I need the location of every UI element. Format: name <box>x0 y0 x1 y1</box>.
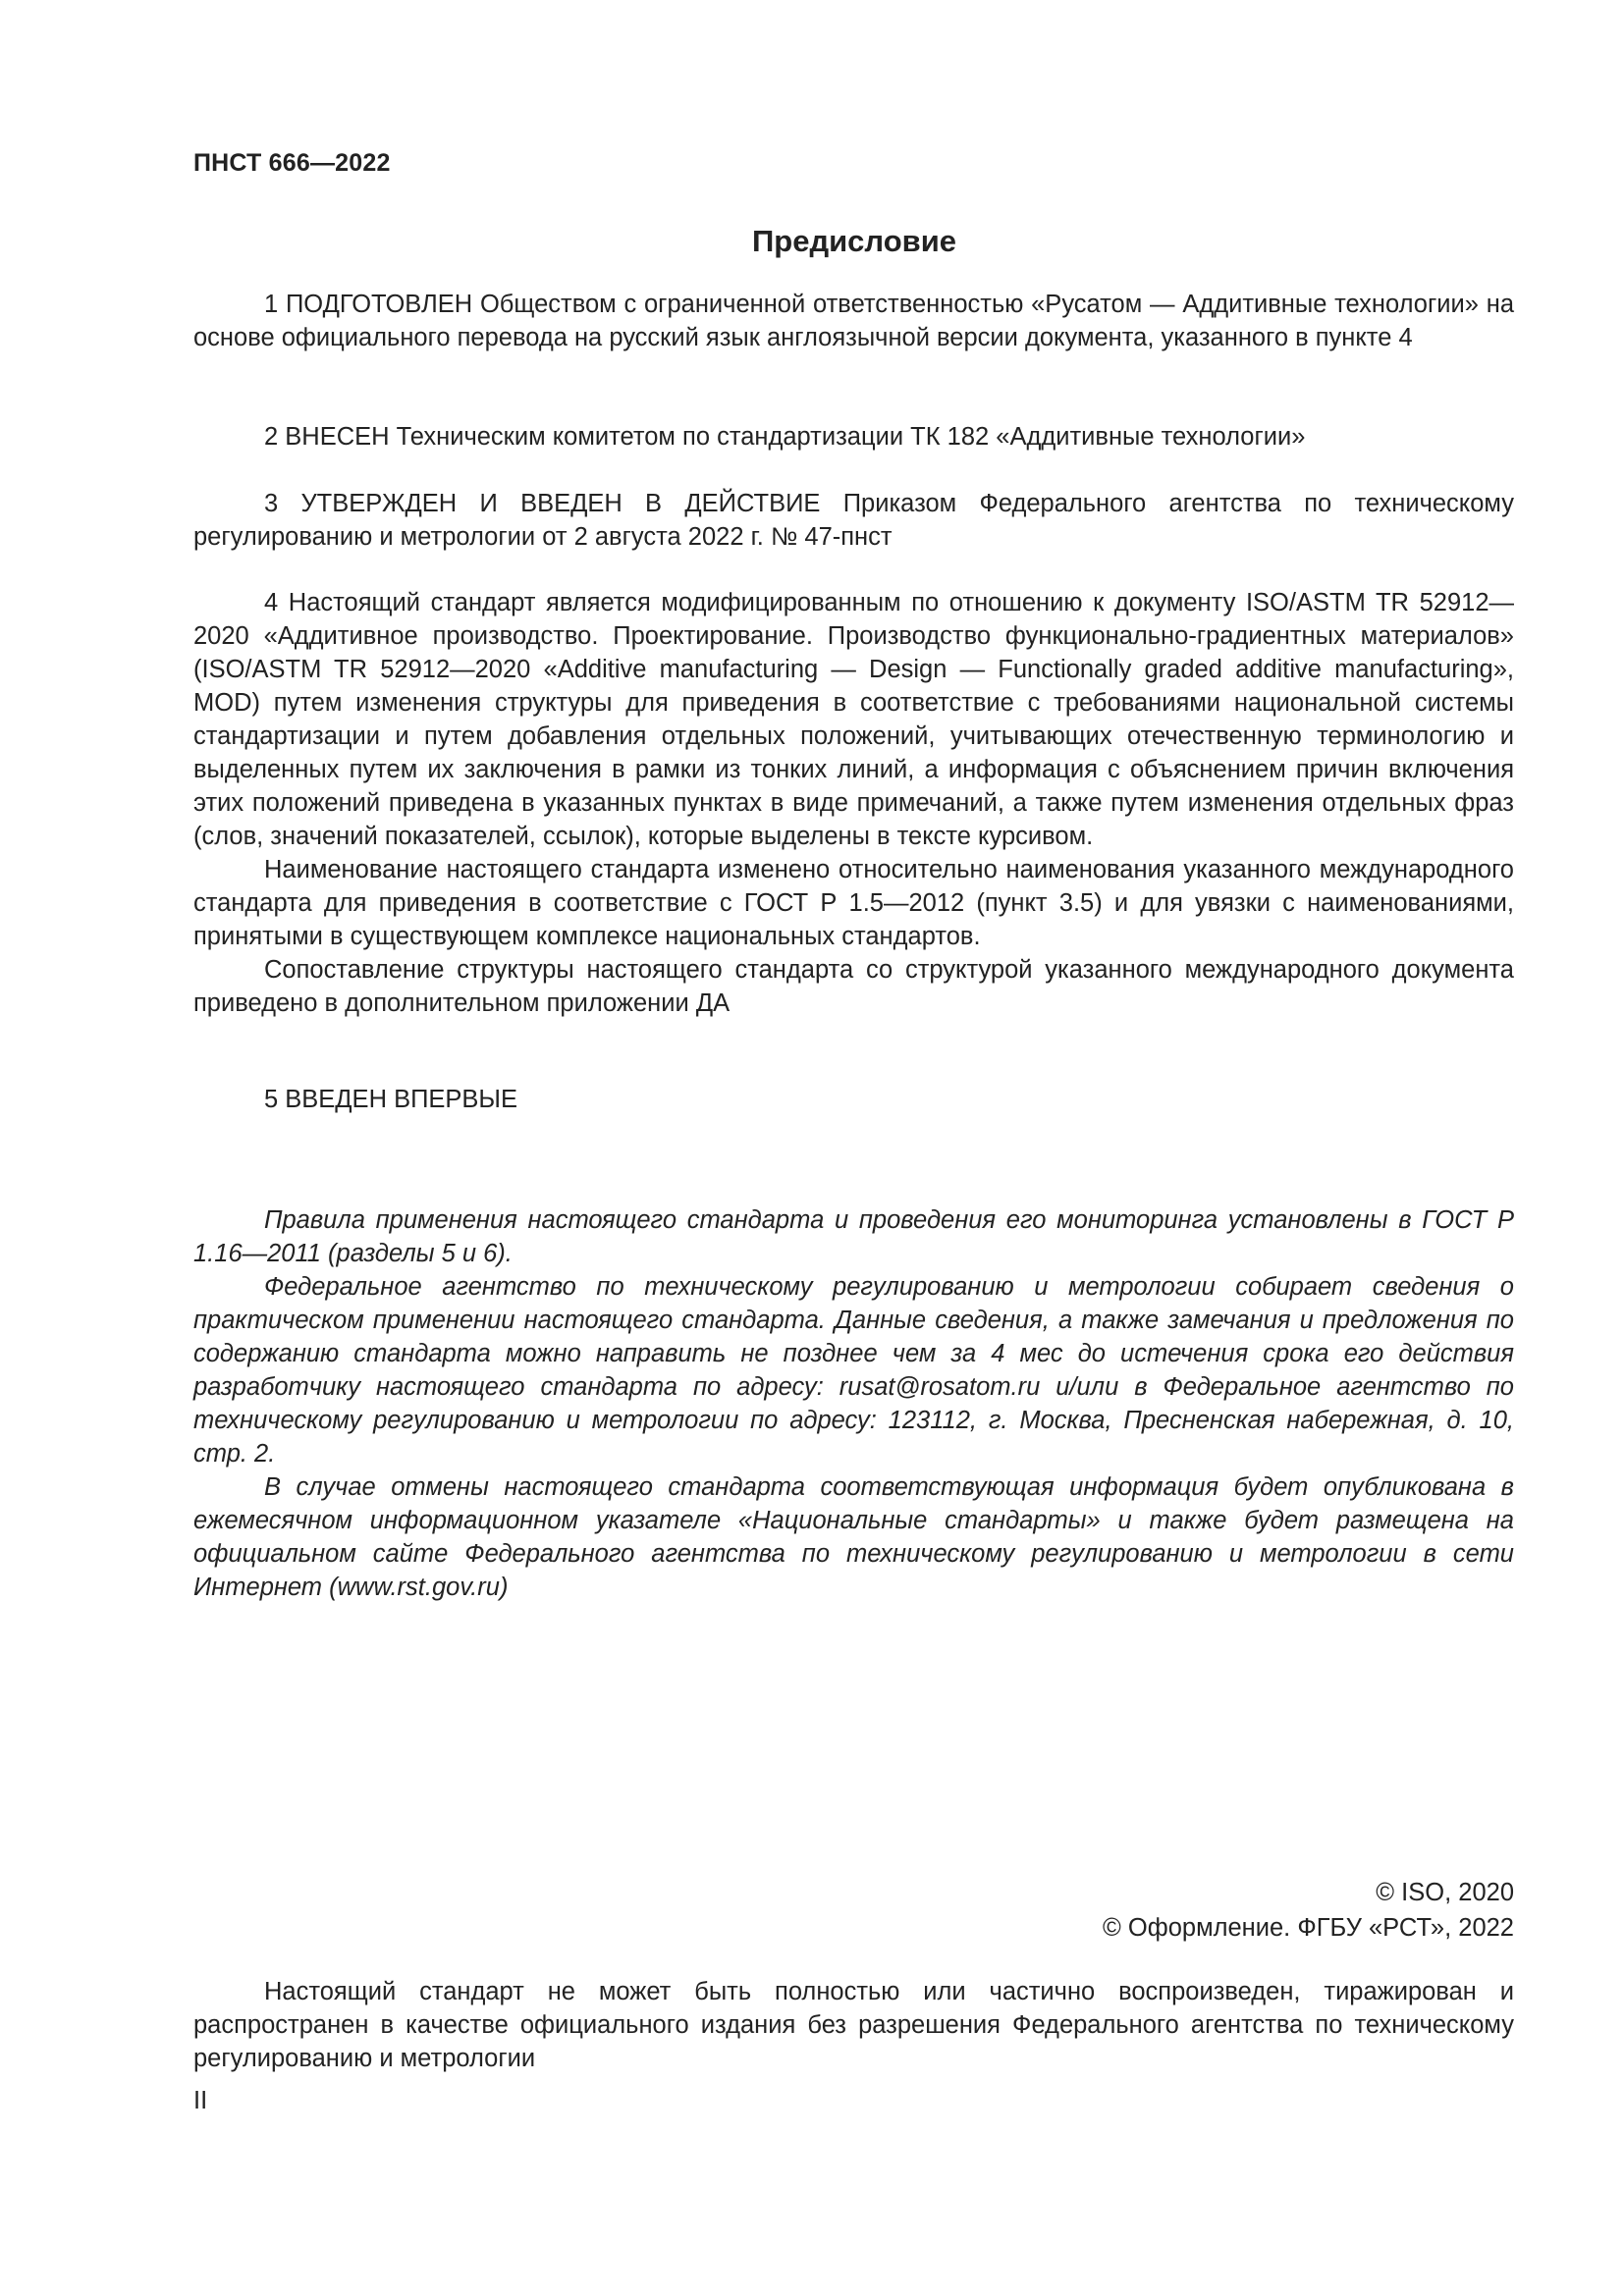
reproduction-notice-text: Настоящий стандарт не может быть полностью или частично воспроизведен, тиражирован и распространен в качестве официального издания без разрешения Федерального агентства по техническому регулированию и метрологии <box>193 1978 1514 2072</box>
copyright-block <box>1103 1875 1514 1946</box>
document-code: ПНСТ 666—2022 <box>193 149 391 177</box>
notice-para-1: Правила применения настоящего стандарта и проведения его мониторинга установлены в ГОСТ Р 1.16—2011 (разделы 5 и 6). <box>193 1206 1514 1267</box>
foreword-item-1-text: 1 ПОДГОТОВЛЕН Обществом с ограниченной ответственностью «Русатом — Аддитивные технологии» на основе официального перевода на русский язык англоязычной версии документа, указанного в пункте 4 <box>193 291 1514 351</box>
foreword-item-5 <box>193 1083 1514 1116</box>
foreword-item-2 <box>193 420 1514 454</box>
foreword-item-5-text: 5 ВВЕДЕН ВПЕРВЫЕ <box>264 1086 518 1113</box>
notice-para-3: В случае отмены настоящего стандарта соответствующая информация будет опубликована в ежемесячном информационном указателе «Национальные стандарты» и также будет размещена на официальном сайте Федерального агентства по техническому регулированию и метрологии в сети Интернет (www.rst.gov.ru) <box>193 1473 1514 1601</box>
foreword-item-3 <box>193 487 1514 554</box>
foreword-item-3-text: 3 УТВЕРЖДЕН И ВВЕДЕН В ДЕЙСТВИЕ Приказом Федерального агентства по техническому регулированию и метрологии от 2 августа 2022 г. № 47-пнст <box>193 490 1514 551</box>
foreword-item-4-para-3: Сопоставление структуры настоящего стандарта со структурой указанного международного документа приведено в дополнительном приложении ДА <box>193 956 1514 1017</box>
foreword-item-4 <box>193 586 1514 1020</box>
reproduction-notice <box>193 1975 1514 2075</box>
page-title: Предисловие <box>751 224 956 258</box>
notice-block <box>193 1203 1514 1604</box>
page-number: II <box>193 2087 208 2114</box>
foreword-item-1 <box>193 288 1514 354</box>
foreword-item-2-text: 2 ВНЕСЕН Техническим комитетом по стандартизации ТК 182 «Аддитивные технологии» <box>264 423 1306 451</box>
copyright-rst: © Оформление. ФГБУ «РСТ», 2022 <box>1103 1914 1514 1942</box>
copyright-iso: © ISO, 2020 <box>1376 1879 1514 1906</box>
foreword-item-4-para-2: Наименование настоящего стандарта изменено относительно наименования указанного международного стандарта для приведения в соответствие с ГОСТ Р 1.5—2012 (пункт 3.5) и для увязки с наименованиями, принятыми в существующем комплексе национальных стандартов. <box>193 856 1514 950</box>
notice-para-2: Федеральное агентство по техническому регулированию и метрологии собирает сведения о практическом применении настоящего стандарта. Данные сведения, а также замечания и предложения по содержанию стандарта можно направить не позднее чем за 4 мес до истечения срока его действия разработчику настоящего стандарта по адресу: rusat@rosatom.ru и/или в Федеральное агентство по техническому регулированию и метрологии по адресу: 123112, г. Москва, Пресненская набережная, д. 10, стр. 2. <box>193 1273 1514 1468</box>
foreword-item-4-para-1: 4 Настоящий стандарт является модифицированным по отношению к документу ISO/ASTM TR 52912—2020 «Аддитивное производство. Проектирование. Производство функционально-градиентных материалов» (ISO/ASTM TR 52912—2020 «Additive manufacturing — Design — Functionally graded additive manufacturing», MOD) путем изменения структуры для приведения в соответствие с требованиями национальной системы стандартизации и путем добавления отдельных положений, учитывающих отечественную терминологию и выделенных путем их заключения в рамки из тонких линий, а информация с объяснением причин включения этих положений приведена в указанных пунктах в виде примечаний, а также путем изменения отдельных фраз (слов, значений показателей, ссылок), которые выделены в тексте курсивом. <box>193 589 1514 850</box>
